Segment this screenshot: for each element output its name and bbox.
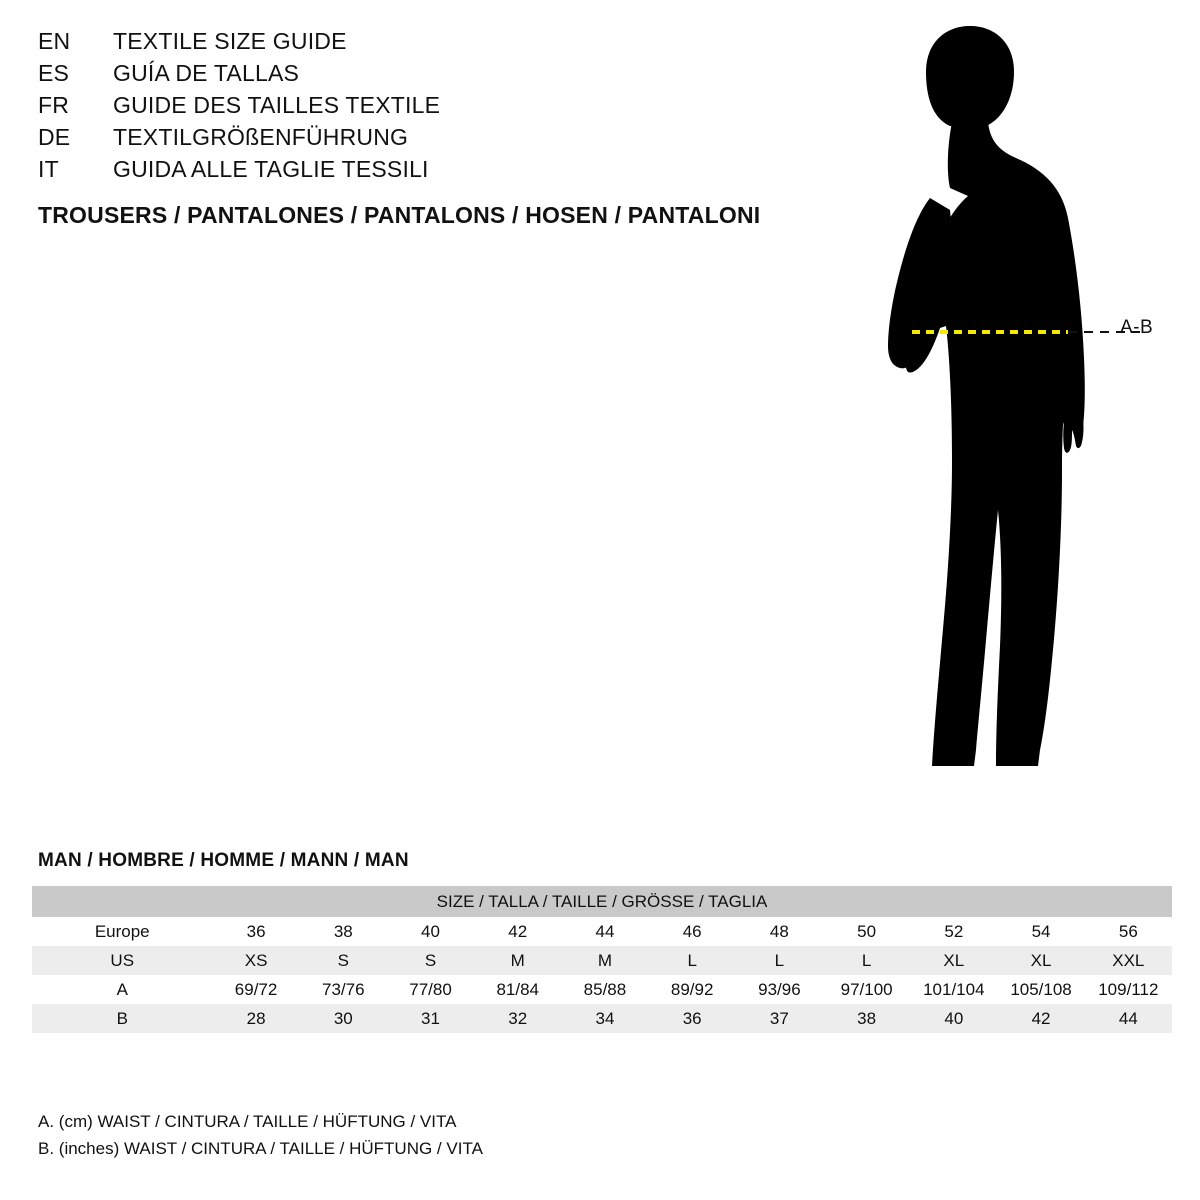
language-code: FR: [38, 92, 70, 118]
cell: 36: [212, 917, 299, 946]
cell: 56: [1085, 917, 1172, 946]
cell: 93/96: [736, 975, 823, 1004]
cell: 52: [910, 917, 997, 946]
cell: XL: [910, 946, 997, 975]
cell: M: [474, 946, 561, 975]
cell: 54: [997, 917, 1084, 946]
language-row-it: [38, 156, 818, 188]
cell: S: [387, 946, 474, 975]
table-header-row: [32, 886, 1172, 917]
cell: 30: [300, 1004, 387, 1033]
cell: XL: [997, 946, 1084, 975]
cell: 69/72: [212, 975, 299, 1004]
cell: 81/84: [474, 975, 561, 1004]
cell: 34: [561, 1004, 648, 1033]
cell: 31: [387, 1004, 474, 1033]
footnote-a: A. (cm) WAIST / CINTURA / TAILLE / HÜFTUNG / VITA: [38, 1112, 457, 1131]
language-row-es: [38, 60, 818, 92]
cell: 40: [910, 1004, 997, 1033]
language-row-de: [38, 124, 818, 156]
male-silhouette-icon: [800, 10, 1200, 800]
cell: 109/112: [1085, 975, 1172, 1004]
cell: 42: [997, 1004, 1084, 1033]
cell: 37: [736, 1004, 823, 1033]
row-label: Europe: [32, 917, 212, 946]
language-title: TEXTILGRÖßENFÜHRUNG: [113, 124, 409, 150]
language-code: DE: [38, 124, 71, 150]
cell: 46: [649, 917, 736, 946]
language-title: TEXTILE SIZE GUIDE: [113, 28, 347, 54]
cell: 105/108: [997, 975, 1084, 1004]
garment-type-title: TROUSERS / PANTALONES / PANTALONS / HOSEN / PANTALONI: [38, 202, 761, 228]
cell: M: [561, 946, 648, 975]
language-row-fr: [38, 92, 818, 124]
language-row-en: [38, 28, 818, 60]
size-table: [32, 886, 1172, 1033]
cell: 44: [1085, 1004, 1172, 1033]
cell: 32: [474, 1004, 561, 1033]
cell: 44: [561, 917, 648, 946]
cell: 85/88: [561, 975, 648, 1004]
table-row: [32, 917, 1172, 946]
cell: 101/104: [910, 975, 997, 1004]
language-title: GUIDA ALLE TAGLIE TESSILI: [113, 156, 429, 182]
cell: 50: [823, 917, 910, 946]
ab-measure-label: A-B: [1120, 317, 1154, 338]
table-row: [32, 1004, 1172, 1033]
table-header-label: SIZE / TALLA / TAILLE / GRÖSSE / TAGLIA: [32, 886, 1172, 917]
cell: 89/92: [649, 975, 736, 1004]
row-label: B: [32, 1004, 212, 1033]
cell: 97/100: [823, 975, 910, 1004]
table-caption: MAN / HOMBRE / HOMME / MANN / MAN: [38, 850, 409, 871]
cell: 48: [736, 917, 823, 946]
language-title: GUÍA DE TALLAS: [113, 60, 300, 86]
cell: L: [649, 946, 736, 975]
row-label: US: [32, 946, 212, 975]
table-row: [32, 946, 1172, 975]
language-title: GUIDE DES TAILLES TEXTILE: [113, 92, 441, 118]
language-code: ES: [38, 60, 70, 86]
cell: 36: [649, 1004, 736, 1033]
cell: 40: [387, 917, 474, 946]
cell: XS: [212, 946, 299, 975]
cell: L: [736, 946, 823, 975]
size-guide-header: [38, 28, 818, 229]
cell: S: [300, 946, 387, 975]
row-label: A: [32, 975, 212, 1004]
cell: 28: [212, 1004, 299, 1033]
cell: 38: [300, 917, 387, 946]
table-row: [32, 975, 1172, 1004]
cell: XXL: [1085, 946, 1172, 975]
male-figure-illustration: [800, 10, 1200, 800]
cell: L: [823, 946, 910, 975]
language-code: EN: [38, 28, 71, 54]
cell: 42: [474, 917, 561, 946]
footnote-b: B. (inches) WAIST / CINTURA / TAILLE / HÜFTUNG / VITA: [38, 1139, 483, 1158]
cell: 73/76: [300, 975, 387, 1004]
cell: 38: [823, 1004, 910, 1033]
language-code: IT: [38, 156, 59, 182]
size-table-block: [32, 850, 1172, 1033]
footnotes: [38, 1108, 838, 1162]
cell: 77/80: [387, 975, 474, 1004]
